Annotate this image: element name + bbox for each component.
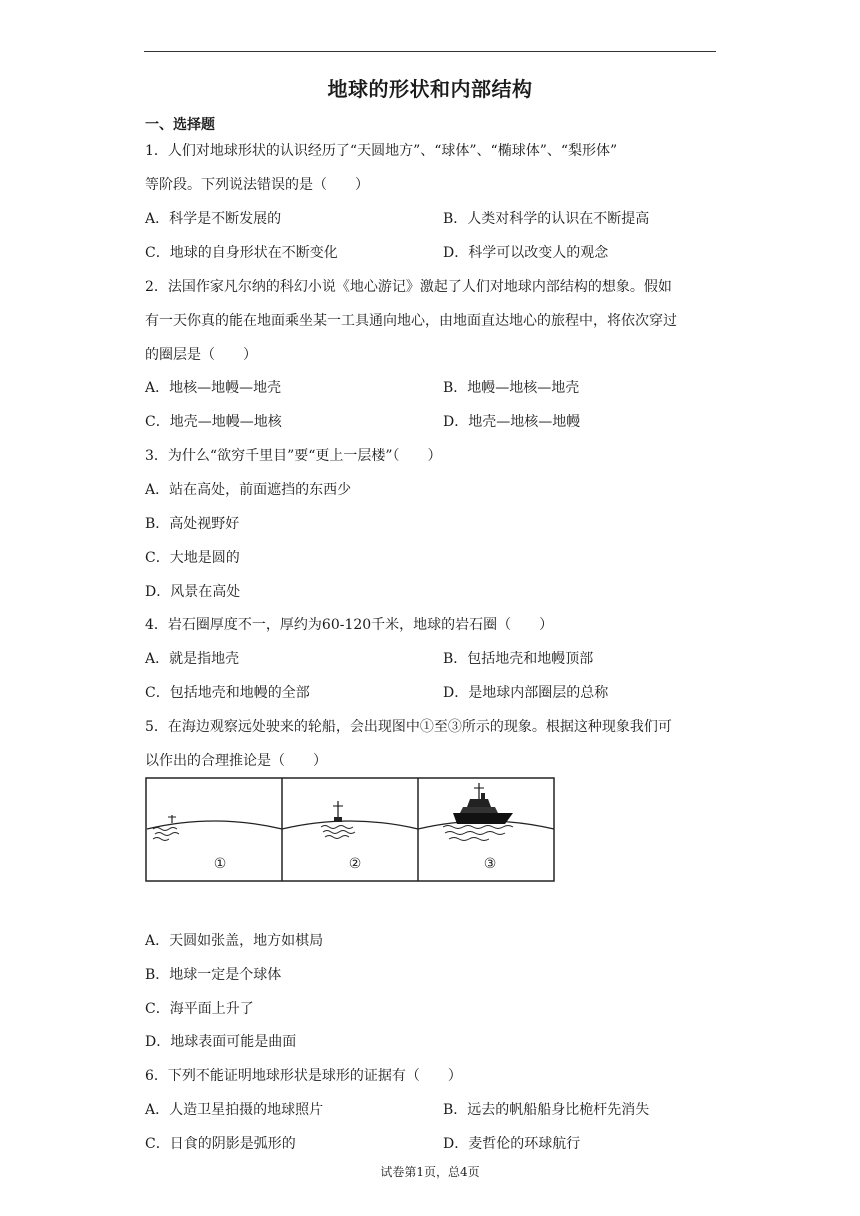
header-rule — [144, 51, 716, 52]
question-6-option-a[interactable]: A．人造卫星拍摄的地球照片 — [145, 1102, 324, 1118]
question-2-option-c[interactable]: C．地壳—地幔—地核 — [145, 414, 282, 430]
page-title: 地球的形状和内部结构 — [327, 77, 533, 101]
question-6-option-c[interactable]: C．日食的阴影是弧形的 — [145, 1136, 296, 1152]
question-2-option-d[interactable]: D．地壳—地核—地幔 — [443, 414, 581, 430]
question-1-stem-line-2: 等阶段。下列说法错误的是（ ） — [145, 177, 369, 193]
question-5-stem-line-2: 以作出的合理推论是（ ） — [145, 753, 327, 769]
question-1-stem-line-1: 1．人们对地球形状的认识经历了“天圆地方”、“球体”、“椭球体”、“梨形体” — [145, 143, 618, 159]
question-3-option-d[interactable]: D．风景在高处 — [145, 584, 241, 600]
figure-label-1: ① — [213, 856, 227, 872]
question-2-stem-line-1: 2．法国作家凡尔纳的科幻小说《地心游记》激起了人们对地球内部结构的想象。假如 — [145, 279, 672, 295]
figure-label-2: ② — [348, 856, 362, 872]
question-3-option-a[interactable]: A．站在高处，前面遮挡的东西少 — [145, 482, 352, 498]
question-1-option-d[interactable]: D．科学可以改变人的观念 — [443, 245, 609, 261]
ship-horizon-figure — [145, 777, 555, 882]
question-5-option-a[interactable]: A．天圆如张盖，地方如棋局 — [145, 933, 324, 949]
question-4-option-c[interactable]: C．包括地壳和地幔的全部 — [145, 685, 310, 701]
question-4-stem: 4．岩石圈厚度不一，厚约为60-120千米，地球的岩石圈（ ） — [145, 617, 554, 633]
question-6-stem: 6．下列不能证明地球形状是球形的证据有（ ） — [145, 1068, 462, 1084]
section-heading: 一、选择题 — [145, 117, 215, 133]
question-4-option-d[interactable]: D．是地球内部圈层的总称 — [443, 685, 609, 701]
question-4-option-b[interactable]: B．包括地壳和地幔顶部 — [443, 651, 594, 667]
question-2-option-a[interactable]: A．地核—地幔—地壳 — [145, 380, 282, 396]
question-3-option-c[interactable]: C．大地是圆的 — [145, 550, 240, 566]
question-1-option-c[interactable]: C．地球的自身形状在不断变化 — [145, 245, 338, 261]
question-5-stem-line-1: 5．在海边观察远处驶来的轮船，会出现图中①至③所示的现象。根据这种现象我们可 — [145, 719, 672, 735]
question-5-option-b[interactable]: B．地球一定是个球体 — [145, 967, 282, 983]
question-3-stem: 3．为什么“欲穷千里目”要“更上一层楼”（ ） — [145, 448, 442, 464]
question-2-stem-line-2: 有一天你真的能在地面乘坐某一工具通向地心，由地面直达地心的旅程中，将依次穿过 — [145, 313, 677, 329]
question-5-option-d[interactable]: D．地球表面可能是曲面 — [145, 1034, 297, 1050]
question-5-option-c[interactable]: C．海平面上升了 — [145, 1001, 254, 1017]
question-2-stem-line-3: 的圈层是（ ） — [145, 347, 257, 363]
question-6-option-d[interactable]: D．麦哲伦的环球航行 — [443, 1136, 581, 1152]
question-4-option-a[interactable]: A．就是指地壳 — [145, 651, 240, 667]
page-footer: 试卷第1页，总4页 — [380, 1165, 480, 1179]
figure-label-3: ③ — [483, 856, 497, 872]
question-1-option-b[interactable]: B．人类对科学的认识在不断提高 — [443, 211, 650, 227]
question-6-option-b[interactable]: B．远去的帆船船身比桅杆先消失 — [443, 1102, 650, 1118]
question-3-option-b[interactable]: B．高处视野好 — [145, 516, 240, 532]
question-1-option-a[interactable]: A．科学是不断发展的 — [145, 211, 282, 227]
question-2-option-b[interactable]: B．地幔—地核—地壳 — [443, 380, 580, 396]
